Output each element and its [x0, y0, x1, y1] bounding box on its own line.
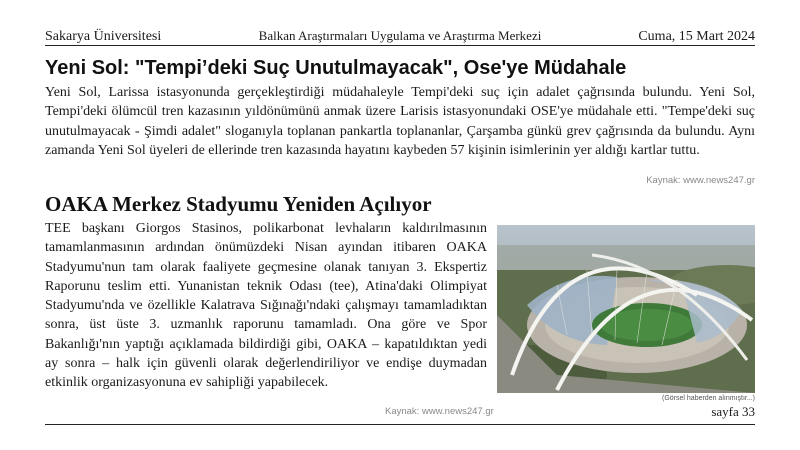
footer-rule [45, 424, 755, 425]
university-name: Sakarya Üniversitesi [45, 29, 162, 44]
photo-caption: (Görsel haberden alınmıştır...) [662, 395, 755, 402]
article2-source: Kaynak: www.news247.gr [385, 406, 494, 417]
article2-body: TEE başkanı Giorgos Stasinos, polikarbonat levhaların kaldırılmasının tamamlanmasının ardından önümüzdeki Nisan ayından itibaren OAKA Stadyumu'nun tam olarak faaliyete geçmesine olanak tanıyan 3. Ekspertiz Raporunu teslim etti. Yunanistan teknik Odası (tee), Atina'daki Olimpiyat Stadyumu'nda ve özellikle Kalatrava Sığınağı'ndaki çalışmayı tamamladıktan sonra, üst üste 3. uzmanlık raporunu tamamladı. Ona göre ve Spor Bakanlığı'nın yaptığı açıklamada bildirdiği gibi, OAKA – kapatıldıktan yedi ay sonra – halk için güvenli olarak değerlendiriliyor ve endişe duymadan etkinlik organizasyonuna ev sahipliği yapabilecek. [45, 221, 487, 391]
header-rule [45, 45, 755, 46]
issue-date: Cuma, 15 Mart 2024 [638, 29, 755, 44]
page-number: sayfa 33 [711, 404, 755, 419]
article1-source: Kaynak: www.news247.gr [646, 175, 755, 186]
page-header [45, 25, 755, 45]
stadium-photo [497, 225, 755, 393]
article1-title: Yeni Sol: "Tempi’deki Suç Unutulmayacak", Ose'ye Müdahale [45, 57, 627, 79]
article1-body: Yeni Sol, Larissa istasyonunda gerçekleştirdiği müdahaleyle Tempi'deki suç için adalet çağrısında bulundu. Yeni Sol, Tempi'deki ölümcül tren kazasının yıldönümünü anmak üzere Larisis istasyonundaki OSE'ye müdahale etti. "Tempe'deki suç unutulmayacak - Şimdi adalet" sloganıyla toplanan pankartla toplananlar, Çarşamba günkü grev çağrısında da bulundu. Aynı zamanda Yeni Sol üyeleri de ellerinde tren kazasında hayatını kaybeden 57 kişinin isimlerinin yer aldığı kartlar tuttu. [45, 85, 755, 158]
center-name: Balkan Araştırmaları Uygulama ve Araştırma Merkezi [258, 28, 542, 43]
article2-title: OAKA Merkez Stadyumu Yeniden Açılıyor [45, 192, 432, 216]
